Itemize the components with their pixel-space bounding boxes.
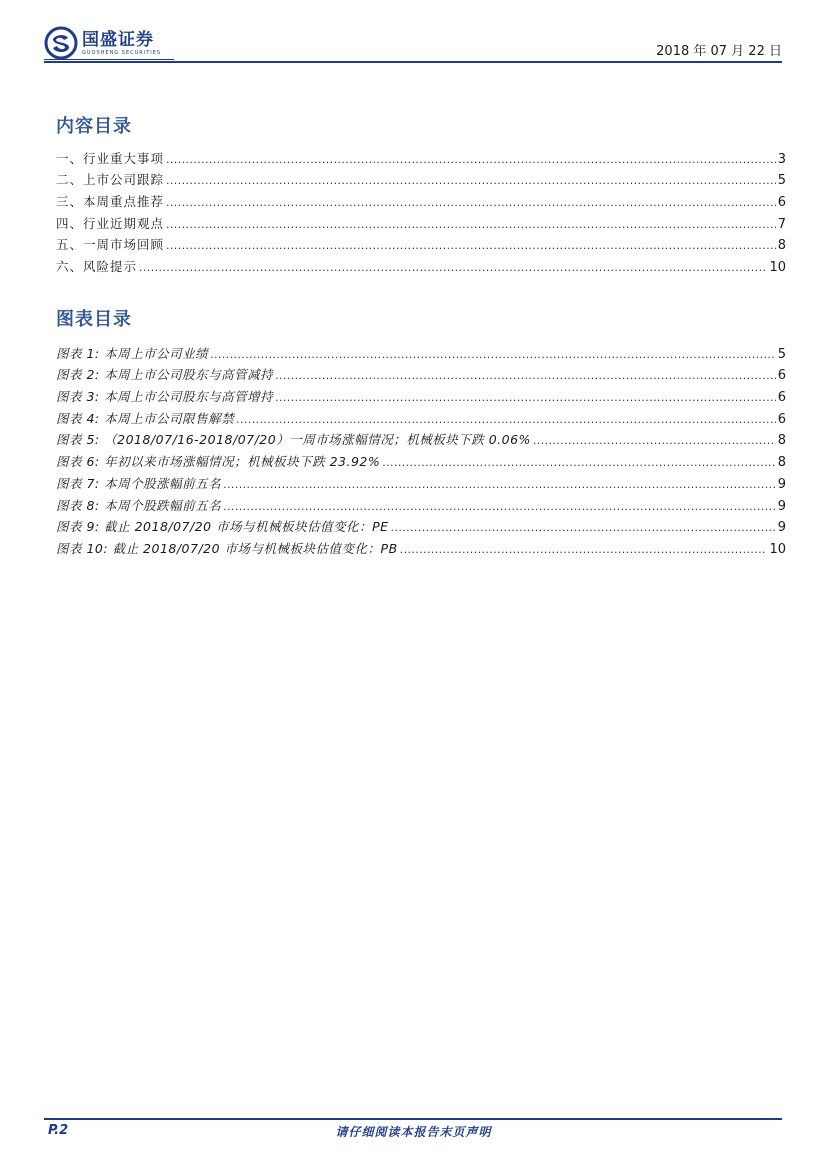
toc-item-page: 7 <box>777 216 786 232</box>
figure-item[interactable] <box>56 427 786 449</box>
figure-item[interactable] <box>56 514 786 536</box>
footer-divider <box>44 1118 782 1120</box>
toc-leader <box>223 500 776 514</box>
figure-item[interactable] <box>56 535 786 557</box>
toc-leader <box>210 348 776 362</box>
figure-item-label: 图表 6: 年初以来市场涨幅情况；机械板块下跌 23.92% <box>56 454 381 470</box>
figure-item-label: 图表 10: 截止 2018/07/20 市场与机械板块估值变化：PB <box>56 540 398 556</box>
figures-list <box>56 340 786 557</box>
figure-item-page: 10 <box>769 541 786 557</box>
toc-leader <box>275 391 776 405</box>
toc-leader <box>533 434 776 448</box>
figure-item-label: 图表 8: 本周个股跌幅前五名 <box>56 497 222 513</box>
brand-logo <box>44 26 161 60</box>
toc-leader <box>166 174 776 188</box>
toc-item-page: 6 <box>777 195 786 211</box>
toc-item-label: 六、风险提示 <box>56 259 138 275</box>
report-date: 2018 年 07 月 22 日 <box>656 44 782 59</box>
toc-item[interactable] <box>56 253 786 275</box>
toc-item[interactable] <box>56 188 786 210</box>
figure-item-label: 图表 7: 本周个股涨幅前五名 <box>56 475 222 491</box>
figure-item-page: 9 <box>777 498 786 514</box>
brand-name: 国盛证券 <box>82 29 154 50</box>
figure-item[interactable] <box>56 383 786 405</box>
footer-page-number: P.2 <box>48 1123 69 1138</box>
toc-leader <box>236 413 776 427</box>
figure-item[interactable] <box>56 362 786 384</box>
figure-item[interactable] <box>56 340 786 362</box>
brand-logo-icon <box>44 26 78 60</box>
figure-item-page: 8 <box>777 433 786 449</box>
toc-item[interactable] <box>56 167 786 189</box>
figure-item-page: 8 <box>777 455 786 471</box>
page-header <box>44 22 782 62</box>
figure-item-page: 6 <box>777 390 786 406</box>
header-divider <box>44 61 782 63</box>
figure-item-label: 图表 5: （2018/07/16-2018/07/20）一周市场涨幅情况；机械板块下跌 0.06% <box>56 432 531 448</box>
figure-item-page: 9 <box>777 520 786 536</box>
figure-item[interactable] <box>56 448 786 470</box>
toc-item-page: 3 <box>777 151 786 167</box>
figure-item[interactable] <box>56 492 786 514</box>
toc-item-label: 四、行业近期观点 <box>56 215 165 231</box>
header-divider-short <box>44 59 174 60</box>
toc-leader <box>166 153 776 167</box>
figure-item[interactable] <box>56 405 786 427</box>
figure-item-label: 图表 2: 本周上市公司股东与高管减持 <box>56 367 274 383</box>
toc-item-label: 五、一周市场回顾 <box>56 237 165 253</box>
toc-item[interactable] <box>56 232 786 254</box>
figure-item-label: 图表 4: 本周上市公司限售解禁 <box>56 410 235 426</box>
toc-item-label: 三、本周重点推荐 <box>56 194 165 210</box>
toc-item-label: 一、行业重大事项 <box>56 150 165 166</box>
figure-item[interactable] <box>56 470 786 492</box>
contents-title: 内容目录 <box>56 116 132 137</box>
toc-leader <box>166 218 776 232</box>
toc-leader <box>275 369 776 383</box>
figure-item-page: 5 <box>777 346 786 362</box>
brand-subtitle: GUOSHENG SECURITIES <box>82 49 162 56</box>
toc-leader <box>391 521 776 535</box>
figure-item-label: 图表 9: 截止 2018/07/20 市场与机械板块估值变化：PE <box>56 519 389 535</box>
figure-item-page: 6 <box>777 411 786 427</box>
toc-item-page: 5 <box>777 173 786 189</box>
toc-leader <box>139 261 767 275</box>
footer-disclaimer-note: 请仔细阅读本报告末页声明 <box>335 1125 492 1139</box>
toc-item-label: 二、上市公司跟踪 <box>56 172 165 188</box>
toc-item[interactable] <box>56 210 786 232</box>
contents-list <box>56 145 786 275</box>
figure-item-page: 6 <box>777 368 786 384</box>
toc-leader <box>223 478 776 492</box>
toc-leader <box>166 196 776 210</box>
toc-leader <box>382 456 775 470</box>
figures-title: 图表目录 <box>56 309 132 330</box>
figure-item-label: 图表 1: 本周上市公司业绩 <box>56 345 209 361</box>
figure-item-label: 图表 3: 本周上市公司股东与高管增持 <box>56 389 274 405</box>
figure-item-page: 9 <box>777 476 786 492</box>
toc-leader <box>166 239 776 253</box>
toc-item-page: 8 <box>777 238 786 254</box>
toc-item[interactable] <box>56 145 786 167</box>
toc-leader <box>400 543 768 557</box>
toc-item-page: 10 <box>769 260 786 276</box>
